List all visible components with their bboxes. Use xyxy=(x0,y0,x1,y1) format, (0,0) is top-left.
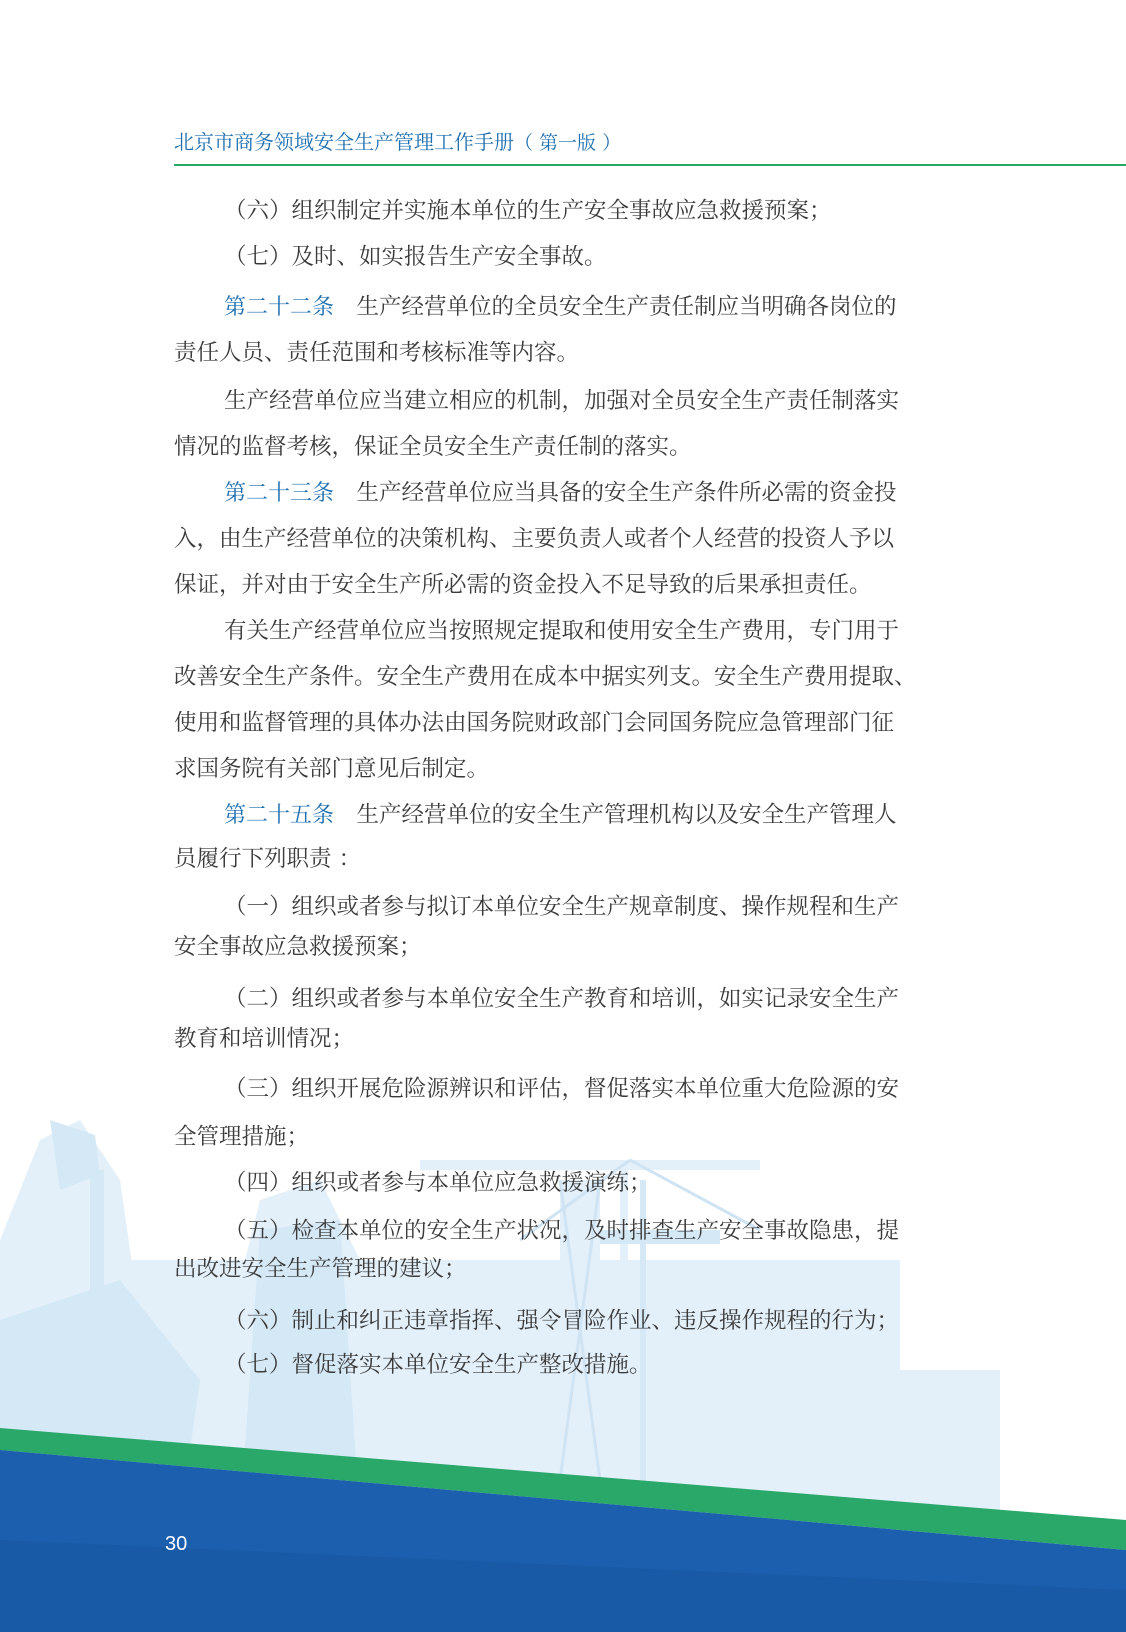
handbook-title: 北京市商务领域安全生产管理工作手册 xyxy=(174,130,514,154)
list-item: （一）组织或者参与拟订本单位安全生产规章制度、操作规程和生产 xyxy=(224,894,900,920)
list-item: （二）组织或者参与本单位安全生产教育和培训，如实记录安全生产 xyxy=(224,986,900,1012)
list-item-continued: 安全事故应急救援预案； xyxy=(174,934,422,960)
paragraph-line: 责任人员、责任范围和考核标准等内容。 xyxy=(174,340,580,366)
list-item-continued: 出改进安全生产管理的建议； xyxy=(174,1256,467,1282)
paragraph-line: 生产经营单位应当建立相应的机制，加强对全员安全生产责任制落实 xyxy=(224,388,900,414)
list-item: （四）组织或者参与本单位应急救援演练； xyxy=(224,1170,652,1196)
list-item: （五）检查本单位的安全生产状况，及时排查生产安全事故隐患，提 xyxy=(224,1218,900,1244)
list-item: （三）组织开展危险源辨识和评估，督促落实本单位重大危险源的安 xyxy=(224,1076,900,1102)
paragraph-line: 改善安全生产条件。安全生产费用在成本中据实列支。安全生产费用提取、 xyxy=(174,664,917,690)
paragraph-line: 情况的监督考核，保证全员安全生产责任制的落实。 xyxy=(174,434,692,460)
paragraph-line: （六）组织制定并实施本单位的生产安全事故应急救援预案； xyxy=(224,198,832,224)
article-heading: 第二十五条 xyxy=(224,803,335,828)
paragraph-line: （七）及时、如实报告生产安全事故。 xyxy=(224,244,607,270)
edition-label: （ 第一版 ） xyxy=(514,132,622,154)
header-rule xyxy=(174,164,1126,166)
running-header xyxy=(174,126,621,155)
list-item-continued: 教育和培训情况； xyxy=(174,1026,355,1052)
list-item: （六）制止和纠正违章指挥、强令冒险作业、违反操作规程的行为； xyxy=(224,1308,900,1334)
article-text: 生产经营单位应当具备的安全生产条件所必需的资金投 xyxy=(334,480,897,506)
paragraph-line: 使用和监督管理的具体办法由国务院财政部门会同国务院应急管理部门征 xyxy=(174,710,895,736)
article-25-line xyxy=(224,800,897,831)
paragraph-line: 保证，并对由于安全生产所必需的资金投入不足导致的后果承担责任。 xyxy=(174,572,872,598)
paragraph-line: 求国务院有关部门意见后制定。 xyxy=(174,756,490,782)
article-heading: 第二十二条 xyxy=(224,295,335,320)
article-text: 生产经营单位的全员安全生产责任制应当明确各岗位的 xyxy=(334,294,897,320)
list-item: （七）督促落实本单位安全生产整改措施。 xyxy=(224,1352,652,1378)
article-22-line xyxy=(224,292,897,323)
article-text: 生产经营单位的安全生产管理机构以及安全生产管理人 xyxy=(334,802,897,828)
paragraph-line: 入，由生产经营单位的决策机构、主要负责人或者个人经营的投资人予以 xyxy=(174,526,895,552)
page-number: 30 xyxy=(165,1533,188,1555)
paragraph-line: 员履行下列职责 ： xyxy=(174,846,362,872)
paragraph-line: 有关生产经营单位应当按照规定提取和使用安全生产费用，专门用于 xyxy=(224,618,900,644)
list-item-continued: 全管理措施； xyxy=(174,1124,310,1150)
article-heading: 第二十三条 xyxy=(224,481,335,506)
article-23-line xyxy=(224,478,897,509)
